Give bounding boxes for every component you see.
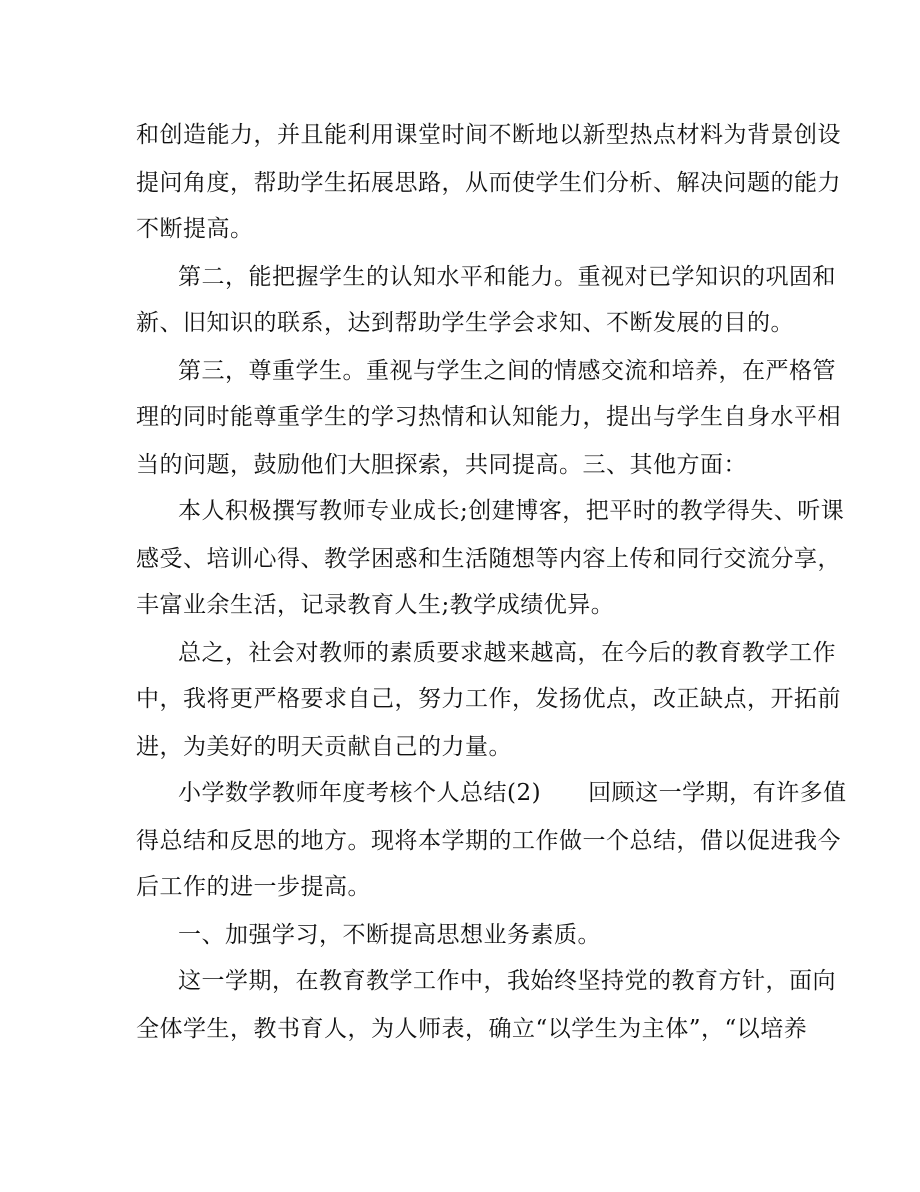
text-line: 提问角度，帮助学生拓展思路，从而使学生们分析、解决问题的能力 bbox=[136, 170, 841, 196]
text-line: 当的问题，鼓励他们大胆探索，共同提高。三、其他方面： bbox=[136, 452, 747, 478]
section-heading: 一、加强学习，不断提高思想业务素质。 bbox=[178, 922, 601, 948]
paragraph-start-line: 小学数学教师年度考核个人总结(2) 回顾这一学期，有许多值 bbox=[178, 780, 847, 806]
text-line: 全体学生，教书育人，为人师表，确立“以学生为主体”，“以培养 bbox=[136, 1016, 808, 1042]
paragraph-start-line: 这一学期，在教育教学工作中，我始终坚持党的教育方针，面向 bbox=[178, 968, 836, 994]
text-line: 丰富业余生活，记录教育人生;教学成绩优异。 bbox=[136, 592, 615, 618]
text-line: 新、旧知识的联系，达到帮助学生学会求知、不断发展的目的。 bbox=[136, 310, 794, 336]
text-line: 中，我将更严格要求自己，努力工作，发扬优点，改正缺点，开拓前 bbox=[136, 686, 841, 712]
text-line: 进，为美好的明天贡献自己的力量。 bbox=[136, 734, 512, 760]
text-line: 得总结和反思的地方。现将本学期的工作做一个总结，借以促进我今 bbox=[136, 828, 841, 854]
text-line: 和创造能力，并且能利用课堂时间不断地以新型热点材料为背景创设 bbox=[136, 122, 841, 148]
paragraph-start-line: 第二，能把握学生的认知水平和能力。重视对已学知识的巩固和 bbox=[178, 264, 836, 290]
text-line: 不断提高。 bbox=[136, 216, 254, 242]
text-line: 后工作的进一步提高。 bbox=[136, 874, 371, 900]
paragraph-start-line: 总之，社会对教师的素质要求越来越高，在今后的教育教学工作 bbox=[178, 640, 836, 666]
text-line: 理的同时能尊重学生的学习热情和认知能力，提出与学生自身水平相 bbox=[136, 404, 841, 430]
text-line: 感受、培训心得、教学困惑和生活随想等内容上传和同行交流分享， bbox=[136, 546, 841, 572]
paragraph-start-line: 第三，尊重学生。重视与学生之间的情感交流和培养，在严格管 bbox=[178, 358, 836, 384]
paragraph-start-line: 本人积极撰写教师专业成长;创建博客，把平时的教学得失、听课 bbox=[178, 498, 845, 524]
